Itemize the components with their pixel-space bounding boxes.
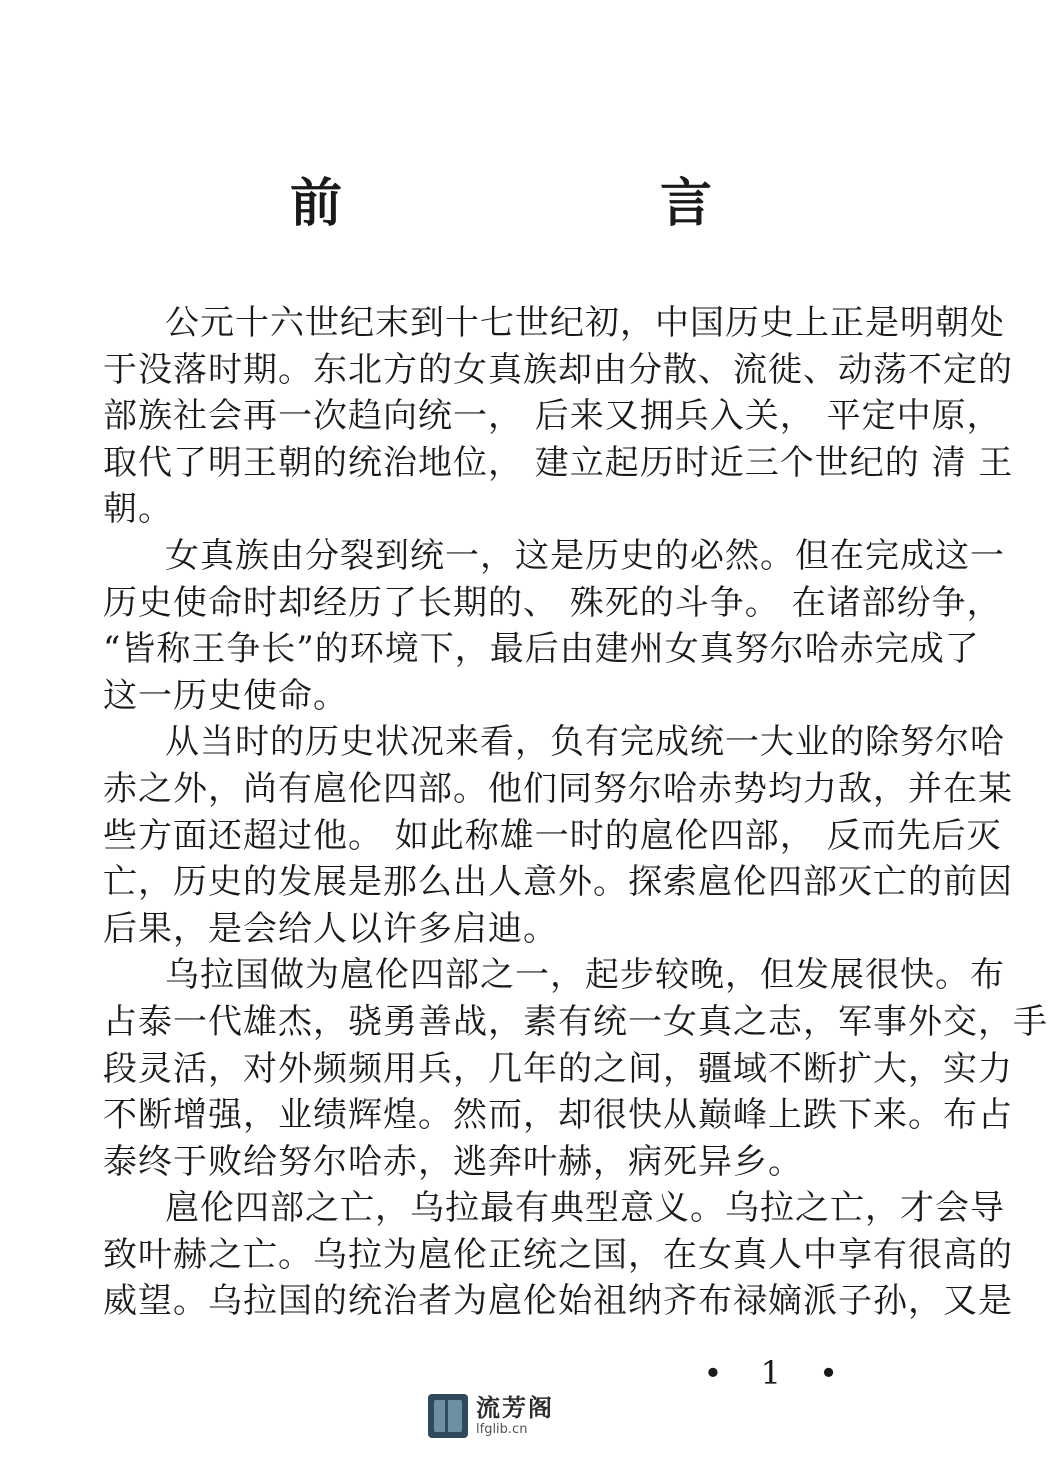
watermark-name: 流芳阁 [476, 1393, 554, 1422]
page-number: • 1 • [703, 1354, 852, 1392]
page-title: 前 言 [289, 173, 863, 234]
text-line: 扈伦四部之亡，乌拉最有典型意义。乌拉之亡，才会导 [165, 1188, 1005, 1229]
text-line: 赤之外，尚有扈伦四部。他们同努尔哈赤势均力敌，并在某 [103, 768, 1013, 809]
watermark-url: lfglib.cn [476, 1422, 528, 1437]
paragraph [103, 952, 1048, 1185]
watermark-text [476, 1394, 554, 1438]
text-line: 这一历史使命。 [103, 675, 348, 716]
text-line: 占泰一代雄杰，骁勇善战，素有统一女真之志，军事外交，手 [103, 1001, 1048, 1042]
paragraph [103, 533, 1005, 719]
text-line: 取代了明王朝的统治地位， 建立起历时近三个世纪的 清 王 [103, 442, 1014, 483]
text-line: 致叶赫之亡。乌拉为扈伦正统之国，在女真人中享有很高的 [103, 1234, 1013, 1275]
watermark-logo [428, 1388, 588, 1444]
text-line: 历史使命时却经历了长期的、 殊死的斗争。 在诸部纷争， [103, 582, 1002, 623]
text-line: 不断增强，业绩辉煌。然而，却很快从巅峰上跌下来。布占 [103, 1095, 1013, 1136]
text-line: 些方面还超过他。 如此称雄一时的扈伦四部， 反而先后灭 [103, 815, 1002, 856]
text-line: 亡，历史的发展是那么出人意外。探索扈伦四部灭亡的前因 [103, 862, 1013, 903]
text-line: 乌拉国做为扈伦四部之一，起步较晚，但发展很快。布 [165, 955, 1005, 996]
text-line: 朝。 [103, 489, 173, 530]
paragraph [103, 300, 1014, 533]
text-line: 公元十六世纪末到十七世纪初，中国历史上正是明朝处 [165, 303, 1005, 343]
text-line: 段灵活，对外频频用兵，几年的之间，疆域不断扩大，实力 [103, 1048, 1013, 1089]
text-line: “皆称王争长”的环境下，最后由建州女真努尔哈赤完成了 [103, 629, 980, 670]
text-line: 女真族由分裂到统一，这是历史的必然。但在完成这一 [165, 535, 1005, 576]
text-line: 威望。乌拉国的统治者为扈伦始祖纳齐布禄嫡派子孙，又是 [103, 1281, 1013, 1322]
text-line: 泰终于败给努尔哈赤，逃奔叶赫，病死异乡。 [103, 1141, 803, 1182]
text-line: 于没落时期。东北方的女真族却由分散、流徙、动荡不定的 [103, 349, 1013, 390]
text-line: 部族社会再一次趋向统一， 后来又拥兵入关， 平定中原， [103, 396, 1002, 437]
text-line: 从当时的历史状况来看，负有完成统一大业的除努尔哈 [165, 722, 1005, 763]
paragraph [103, 719, 1013, 952]
paragraph [103, 1185, 1013, 1325]
text-line: 后果，是会给人以许多启迪。 [103, 908, 558, 949]
book-icon [428, 1394, 468, 1438]
body-text [103, 300, 1048, 1325]
